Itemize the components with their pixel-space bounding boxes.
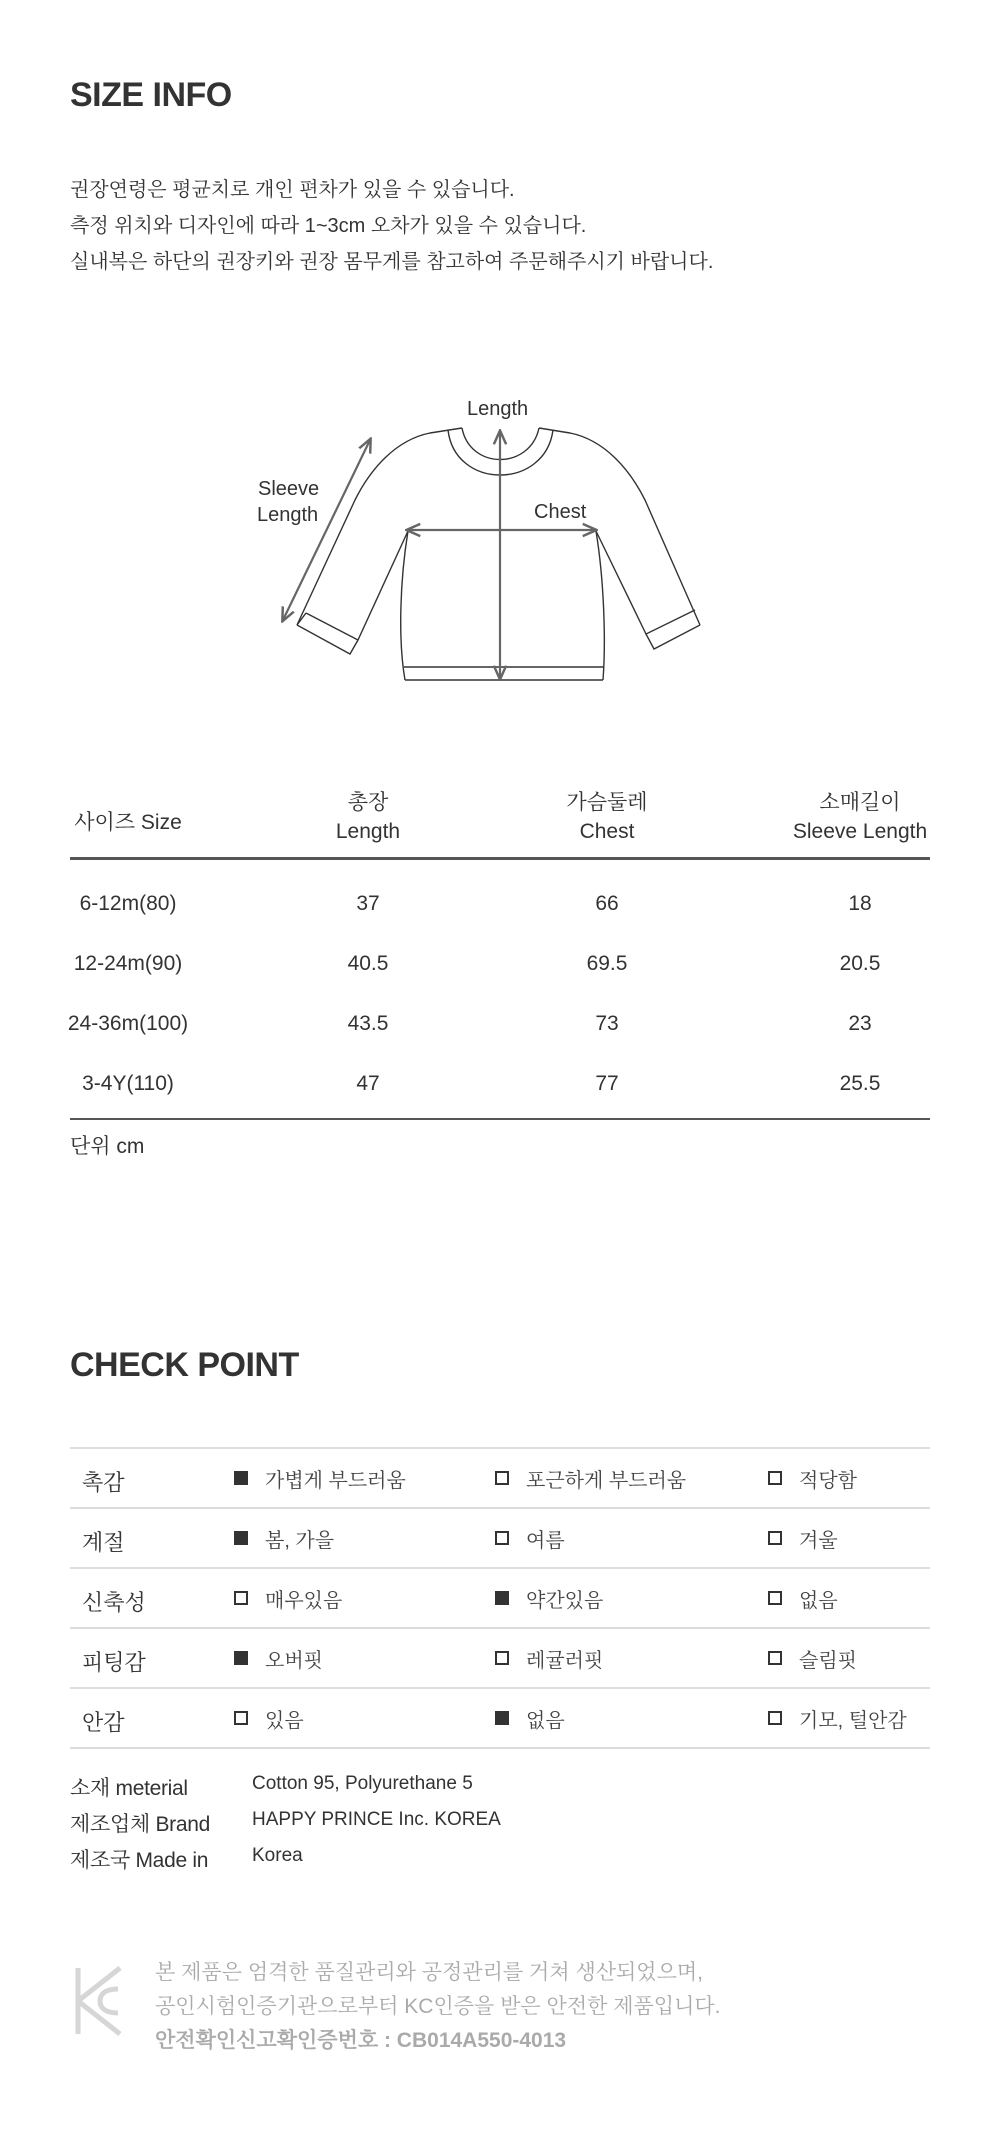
cell-length: 47 [356, 1072, 380, 1095]
unit-note: 단위 cm [70, 1135, 145, 1158]
checked-box-icon [234, 1531, 248, 1545]
unchecked-box-icon [768, 1651, 782, 1665]
check-point-row [70, 1627, 930, 1687]
sleeve-arrow [283, 440, 370, 620]
check-point-label: 신축성 [82, 1590, 146, 1615]
cell-chest: 77 [595, 1072, 619, 1095]
unchecked-box-icon [234, 1591, 248, 1605]
check-point-table [70, 1447, 930, 1749]
diagram-sleeve-label: Length [257, 504, 319, 526]
cell-size: 12-24m(90) [73, 952, 183, 975]
check-point-row [70, 1687, 930, 1749]
cell-sleeve: 25.5 [839, 1072, 881, 1095]
diagram-length-label: Length [467, 398, 529, 420]
table-row [67, 995, 930, 1055]
meta-value: HAPPY PRINCE Inc. KOREA [252, 1809, 501, 1830]
size-table-header [70, 780, 930, 858]
checked-box-icon [234, 1471, 248, 1485]
unchecked-box-icon [495, 1471, 509, 1485]
cell-size: 6-12m(80) [79, 892, 177, 915]
sweatshirt-measurement-diagram [0, 0, 1000, 720]
header-length: 총장 Length [335, 791, 401, 843]
meta-key: 제조업체 Brand [70, 1813, 211, 1836]
header-divider [70, 857, 930, 860]
meta-value: Korea [252, 1845, 303, 1866]
unchecked-box-icon [768, 1471, 782, 1485]
cell-length: 37 [356, 892, 380, 915]
kc-certification-text [155, 1956, 721, 2058]
option-text: 매우있음 [265, 1589, 343, 1612]
check-point-option [234, 1569, 342, 1627]
check-point-option [234, 1509, 334, 1567]
option-text: 가볍게 부드러움 [265, 1469, 406, 1492]
check-point-option [234, 1689, 304, 1747]
check-point-label: 촉감 [82, 1470, 125, 1495]
unchecked-box-icon [495, 1651, 509, 1665]
kc-text-line: 공인시험인증기관으로부터 KC인증을 받은 안전한 제품입니다. [155, 1995, 721, 2018]
size-info-title: SIZE INFO [70, 76, 232, 114]
checked-box-icon [495, 1711, 509, 1725]
option-text: 레귤러핏 [526, 1649, 604, 1672]
cell-size: 3-4Y(110) [82, 1072, 174, 1095]
option-text: 오버핏 [265, 1649, 323, 1672]
check-point-option [768, 1509, 838, 1567]
option-text: 여름 [526, 1529, 565, 1552]
cell-sleeve: 23 [848, 1012, 872, 1035]
cell-size: 24-36m(100) [67, 1012, 189, 1035]
unchecked-box-icon [768, 1711, 782, 1725]
meta-key: 소재 meterial [70, 1777, 188, 1800]
option-text: 봄, 가을 [265, 1529, 335, 1552]
kc-text-line: 본 제품은 엄격한 품질관리와 공정관리를 거쳐 생산되었으며, [155, 1961, 703, 1984]
cell-length: 43.5 [347, 1012, 389, 1035]
cell-sleeve: 20.5 [839, 952, 881, 975]
header-size: 사이즈 Size [74, 811, 182, 834]
option-text: 포근하게 부드러움 [526, 1469, 687, 1492]
option-text: 적당함 [799, 1469, 857, 1492]
header-sleeve: 소매길이 Sleeve Length [792, 791, 928, 843]
check-point-row [70, 1507, 930, 1567]
check-point-option [495, 1629, 603, 1687]
size-table [67, 780, 930, 1158]
option-text: 슬림핏 [799, 1649, 857, 1672]
table-row [70, 935, 930, 995]
cell-sleeve: 18 [848, 892, 872, 915]
cell-chest: 66 [595, 892, 619, 915]
check-point-label: 피팅감 [82, 1650, 146, 1675]
check-point-option [234, 1629, 323, 1687]
diagram-sleeve-label: Sleeve [258, 478, 320, 500]
check-point-option [768, 1449, 857, 1507]
check-point-option [768, 1569, 838, 1627]
option-text: 없음 [799, 1589, 838, 1612]
unchecked-box-icon [768, 1531, 782, 1545]
checked-box-icon [495, 1591, 509, 1605]
notice-line: 측정 위치와 디자인에 따라 1~3cm 오차가 있을 수 있습니다. [70, 215, 587, 237]
checked-box-icon [234, 1651, 248, 1665]
check-point-option [495, 1569, 603, 1627]
table-bottom-divider [70, 1118, 930, 1120]
check-point-option [495, 1449, 686, 1507]
check-point-option [495, 1509, 565, 1567]
cell-chest: 73 [595, 1012, 619, 1035]
check-point-option [768, 1689, 907, 1747]
table-row [70, 1055, 930, 1115]
meta-key: 제조국 Made in [70, 1849, 209, 1872]
table-row [70, 875, 930, 935]
check-point-label: 계절 [82, 1530, 125, 1555]
diagram-chest-label: Chest [534, 501, 587, 523]
check-point-option [495, 1689, 565, 1747]
notice-line: 실내복은 하단의 권장키와 권장 몸무게를 참고하여 주문해주시기 바랍니다. [70, 251, 714, 273]
check-point-option [768, 1629, 857, 1687]
check-point-title: CHECK POINT [70, 1346, 299, 1384]
cell-length: 40.5 [347, 952, 389, 975]
option-text: 있음 [265, 1709, 304, 1732]
option-text: 약간있음 [526, 1589, 604, 1612]
check-point-option [234, 1449, 406, 1507]
check-point-row [70, 1447, 930, 1507]
option-text: 기모, 털안감 [799, 1709, 907, 1732]
unchecked-box-icon [768, 1591, 782, 1605]
kc-cert-number: 안전확인신고확인증번호 : CB014A550-4013 [155, 2029, 567, 2052]
check-point-label: 안감 [82, 1710, 125, 1735]
notice-line: 권장연령은 평균치로 개인 편차가 있을 수 있습니다. [70, 179, 515, 201]
unchecked-box-icon [234, 1711, 248, 1725]
meta-value: Cotton 95, Polyurethane 5 [252, 1773, 473, 1794]
check-point-row [70, 1567, 930, 1627]
kc-certification-icon [74, 1965, 124, 2037]
header-chest: 가슴둘레 Chest [566, 791, 648, 843]
option-text: 없음 [526, 1709, 565, 1732]
unchecked-box-icon [495, 1531, 509, 1545]
cell-chest: 69.5 [586, 952, 628, 975]
option-text: 겨울 [799, 1529, 838, 1552]
